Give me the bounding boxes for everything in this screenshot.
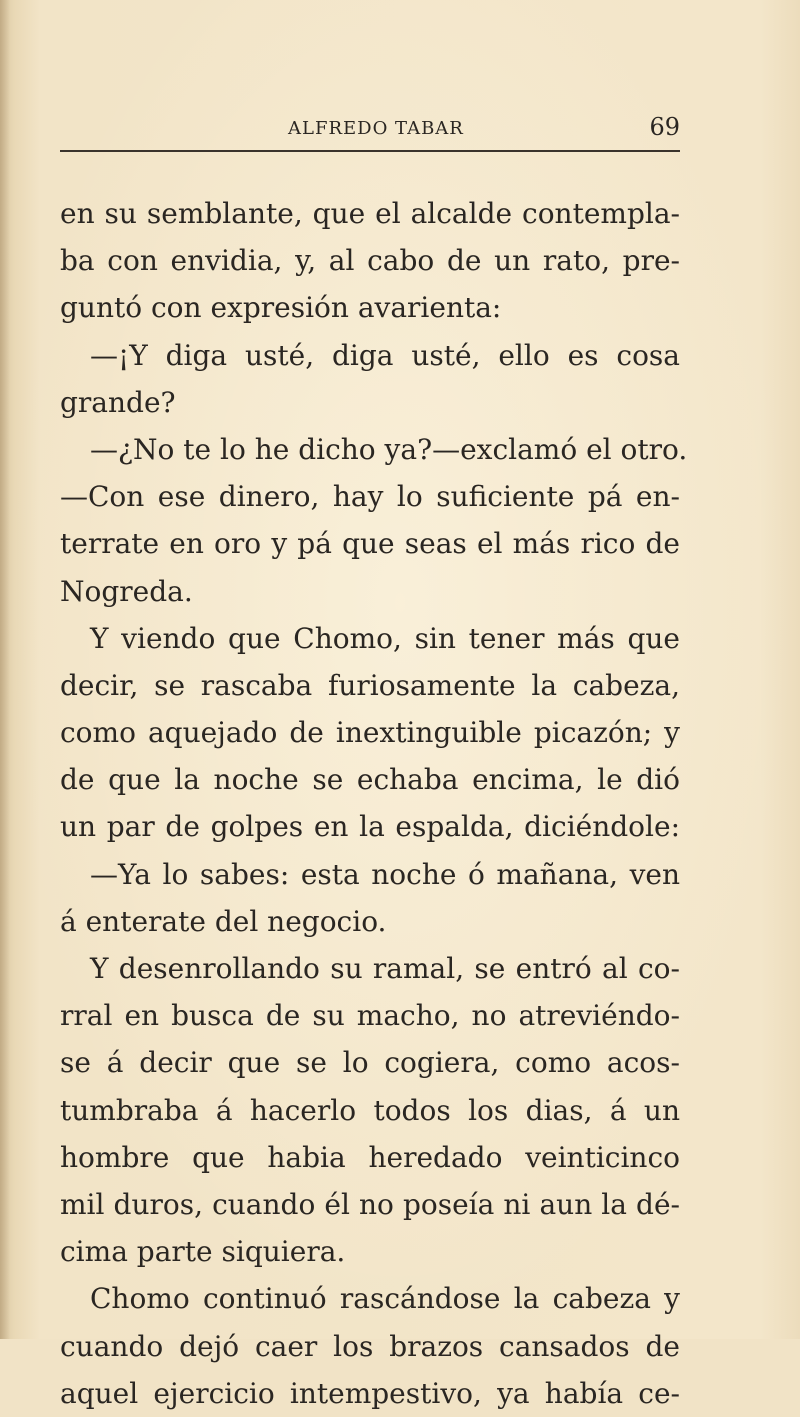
text-line: decir, se rascaba furiosamente la cabeza, [60, 668, 680, 702]
text-line: en su semblante, que el alcalde contempla- [60, 197, 680, 230]
text-line: Y viendo que Chomo, sin tener más que [90, 621, 680, 655]
page-edge-shadow [0, 0, 10, 1339]
text-line: terrate en oro y pá que seas el más rico de [60, 527, 680, 561]
text-line: aquel ejercicio intempestivo, ya había ce- [60, 1376, 680, 1410]
text-line: ba con envidia, y, al cabo de un rato, pre- [60, 244, 680, 278]
text-line: cima parte siquiera. [60, 1235, 346, 1269]
text-line: á enterate del negocio. [60, 904, 387, 938]
text-line: guntó con expresión avarienta: [60, 291, 502, 325]
running-header [60, 113, 680, 152]
text-line: hombre que habia heredado veinticinco [60, 1140, 680, 1174]
text-line: —Con ese dinero, hay lo suficiente pá en- [60, 480, 680, 514]
text-line: —Ya lo sabes: esta noche ó mañana, ven [90, 857, 680, 891]
text-line: un par de golpes en la espalda, diciéndole: [60, 810, 680, 844]
text-line: —¡Y diga usté, diga usté, ello es cosa [90, 338, 680, 372]
running-title: ALFREDO TABAR [288, 118, 464, 139]
page-number: 69 [649, 113, 680, 141]
text-line: como aquejado de inextinguible picazón; y [60, 716, 680, 750]
text-line: grande? [60, 385, 176, 419]
text-line: Chomo continuó rascándose la cabeza y [90, 1282, 680, 1316]
header-rule [60, 150, 680, 152]
body-text [60, 190, 688, 1417]
text-line: —¿No te lo he dicho ya?—exclamó el otro. [90, 432, 688, 466]
text-line: Nogreda. [60, 574, 193, 608]
text-line: cuando dejó caer los brazos cansados de [60, 1329, 680, 1363]
text-line: se á decir que se lo cogiera, como acos- [60, 1046, 680, 1080]
text-line: de que la noche se echaba encima, le dió [60, 763, 680, 797]
text-line: Y desenrollando su ramal, se entró al co- [90, 952, 680, 985]
text-line: tumbraba á hacerlo todos los dias, á un [60, 1093, 680, 1127]
text-line: mil duros, cuando él no poseía ni aun la dé- [60, 1187, 680, 1221]
text-line: rral en busca de su macho, no atreviéndo- [60, 999, 680, 1033]
